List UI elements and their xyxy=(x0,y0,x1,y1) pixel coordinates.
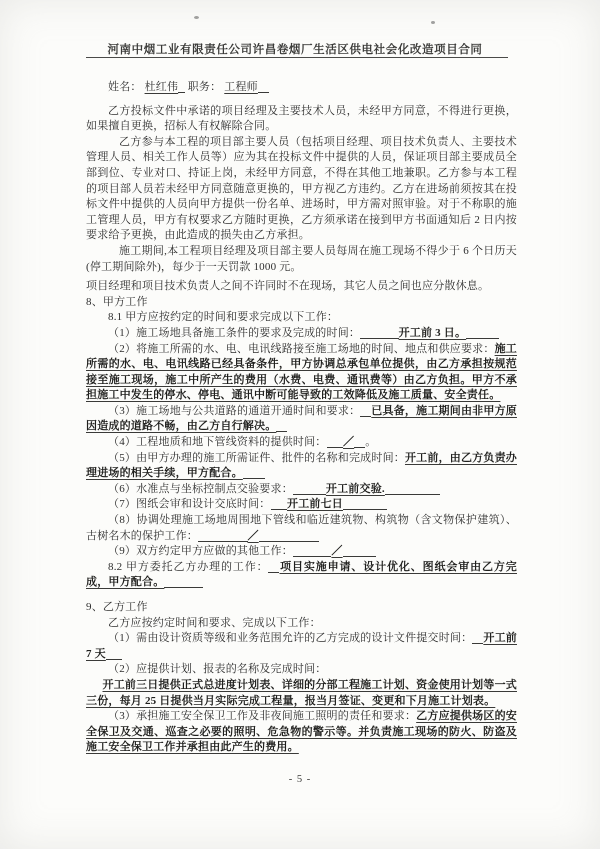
blank-underline xyxy=(385,484,440,495)
blank-underline xyxy=(293,546,332,557)
clause-8-1-item-5 xyxy=(86,451,517,482)
text-segment: 项目经理和项目技术负责人之间不许同时不在现场，其它人员之间也应分散休息。 xyxy=(86,280,490,293)
clause-8-1-item-1 xyxy=(86,326,517,342)
blank-underline xyxy=(354,437,365,448)
blank-underline xyxy=(198,531,248,542)
text-segment: 施工期间,本工程项目经理及项目部主要人员每周在施工现场不得少于 6 个日历天(停工期间除外)，每少于一天罚款 1000 元。 xyxy=(86,244,517,273)
clause-9-item-2 xyxy=(86,662,517,678)
clause-8-1-item-9 xyxy=(86,544,517,560)
text-segment: 开工前，由乙方负责办理进场的相关手续，甲方配合。 xyxy=(86,451,517,480)
text-segment: 。 xyxy=(365,436,377,449)
clause-manager-onsite xyxy=(86,279,517,295)
text-segment: 开工前交验. xyxy=(325,482,385,495)
text-segment: 开工前三日提供正式总进度计划表、详细的分部工程施工计划、资金使用计划等一式三份，每月 25 日提供当月实际完成工程量，报当月签证、变更和下月施工计划表。 xyxy=(86,678,517,707)
clause-8-1-item-4 xyxy=(86,435,517,451)
text-segment: 姓名： xyxy=(108,81,145,93)
text-segment: （2）应提供计划、报表的名称及完成时间： xyxy=(108,663,327,676)
blank-underline xyxy=(164,578,203,589)
text-segment: 9、乙方工作 xyxy=(86,601,148,613)
blank-underline xyxy=(360,328,399,339)
section-9-heading xyxy=(86,600,517,616)
text-segment: 乙方应提供场区的安全保卫及交通、巡查之必要的照明、危急物的警示等。并负责施工现场的防火、防盗及施工安全保卫工作并承担由此产生的费用。 xyxy=(86,710,517,754)
text-segment: 开工前 3 日。 xyxy=(398,326,467,339)
clause-9-item-3 xyxy=(86,709,517,756)
clause-8-2 xyxy=(86,560,517,591)
text-segment: （6）水准点与坐标控制点交验要求： xyxy=(108,482,293,495)
scan-speck xyxy=(194,16,199,19)
blank-underline xyxy=(106,649,123,660)
blank-underline xyxy=(472,633,483,644)
text-segment: 8.1 甲方应按约定的时间和要求完成以下工作： xyxy=(108,311,339,324)
page-number: - 5 - xyxy=(288,774,312,785)
text-segment: 开工前七日 xyxy=(287,498,343,511)
blank-underline xyxy=(258,82,269,93)
text-segment: 乙方应按约定时间和要求、完成以下工作： xyxy=(108,616,321,629)
clause-site-presence xyxy=(86,244,517,275)
text-segment: ／ xyxy=(247,529,259,542)
clause-8-1 xyxy=(86,310,517,326)
text-segment: 职务： xyxy=(184,81,225,93)
text-segment: 开工前 7 天 xyxy=(86,632,517,660)
blank-underline xyxy=(271,500,288,511)
text-segment: 工程师 xyxy=(224,81,258,93)
text-segment: 乙方投标文件中承诺的项目经理及主要技术人员，未经甲方同意，不得进行更换，如果擅自更换，招标人有权解除合同。 xyxy=(86,104,517,133)
text-segment: 已具备，施工期间由非甲方原因造成的道路不畅，由乙方自行解决。 xyxy=(86,404,517,433)
section-8-heading xyxy=(86,295,517,311)
blank-underline xyxy=(343,546,376,557)
text-segment: 杜红伟 xyxy=(144,81,179,93)
clause-8-1-item-2 xyxy=(86,342,517,404)
text-segment: 8.2 甲方委托乙方办理的工作： xyxy=(108,560,269,573)
name-title-line xyxy=(86,80,517,96)
clause-9-item-1 xyxy=(86,631,517,662)
clause-9-intro xyxy=(86,616,517,632)
clause-project-team xyxy=(86,135,517,244)
blank-underline xyxy=(466,328,499,339)
text-segment: （9）双方约定甲方应做的其他工作： xyxy=(108,545,293,558)
text-segment: （5）由甲方办理的施工所需证件、批件的名称和完成时间： xyxy=(108,451,405,464)
blank-underline xyxy=(276,422,287,433)
blank-underline xyxy=(268,562,279,573)
blank-underline xyxy=(178,82,185,93)
blank-underline xyxy=(243,468,265,479)
text-segment: （3）施工场地与公共道路的通道开通时间和要求： xyxy=(108,404,361,417)
clause-8-1-item-8 xyxy=(86,513,517,544)
text-segment: （7）图纸会审和设计交底时间： xyxy=(108,498,271,511)
blank-underline xyxy=(327,437,344,448)
text-segment: （4）工程地质和地下管线资料的提供时间： xyxy=(108,436,327,449)
text-segment: （3）承担施工安全保卫工作及非夜间施工照明的责任和要求： xyxy=(108,710,417,723)
text-segment: （8）协调处理施工场地周围地下管线和临近建筑物、构筑物（含文物保护建筑）、古树名木的保护工作： xyxy=(86,514,517,542)
clause-personnel-replacement xyxy=(86,104,517,135)
text-segment: 项目实施申请、设计优化、图纸会审由乙方完成，甲方配合。 xyxy=(86,560,517,589)
text-segment: ／ xyxy=(343,436,355,449)
blank-underline xyxy=(293,484,326,495)
blank-underline xyxy=(360,406,371,417)
header-rule xyxy=(86,57,508,58)
text-segment: 施工所需的水、电、电讯线路已经具备条件，甲方协调总承包单位提供，由乙方承担按规范接至施工现场，施工中所产生的费用（水费、电费、通讯费等）由乙方负担。甲方不承担施工中发生的停水、停电、通讯中断可能导致的工效降低及施工质量、安全责任。 xyxy=(86,342,517,402)
text-segment: ／ xyxy=(331,545,343,558)
scan-speck xyxy=(431,21,435,24)
text-segment: （1）施工场地具备施工条件的要求及完成的时间： xyxy=(108,326,361,339)
clause-9-item-2-answer xyxy=(86,678,517,709)
text-segment: （2）将施工所需的水、电、电讯线路接至施工场地的时间、地点和供应要求： xyxy=(108,342,495,355)
document-body xyxy=(86,80,517,756)
text-segment: （1）需由设计资质等级和业务范围允许的乙方完成的设计文件提交时间： xyxy=(108,632,473,645)
clause-8-1-item-6 xyxy=(86,482,517,498)
blank-underline xyxy=(259,531,320,542)
text-segment: 8、甲方工作 xyxy=(86,295,148,308)
page-header-title: 河南中烟工业有限责任公司许昌卷烟厂生活区供电社会化改造项目合同 xyxy=(107,44,483,56)
blank-underline xyxy=(343,500,387,511)
text-segment: 乙方参与本工程的项目部主要人员（包括项目经理、项目技术负责人、主要技术管理人员、相关工作人员等）应为其在投标文件中提供的人员，保证项目部主要成员全部到位、专业对口、持证上岗，未经甲方同意，不得在其他工地兼职。乙方参与本工程的项目部人员若未经甲方同意随意更换的，甲方视乙方违约。乙方在进场前须按其在投标文件中提供的人员向甲方提供一份名单、进场时，甲方需对照审验。对于不称职的施工管理人员，甲方有权要求乙方随时更换，乙方须承诺在接到甲方书面通知后 2 日内按要求给予更换，由此造成的损失由乙方承担。 xyxy=(86,135,517,242)
clause-8-1-item-7 xyxy=(86,497,517,513)
clause-8-1-item-3 xyxy=(86,404,517,435)
